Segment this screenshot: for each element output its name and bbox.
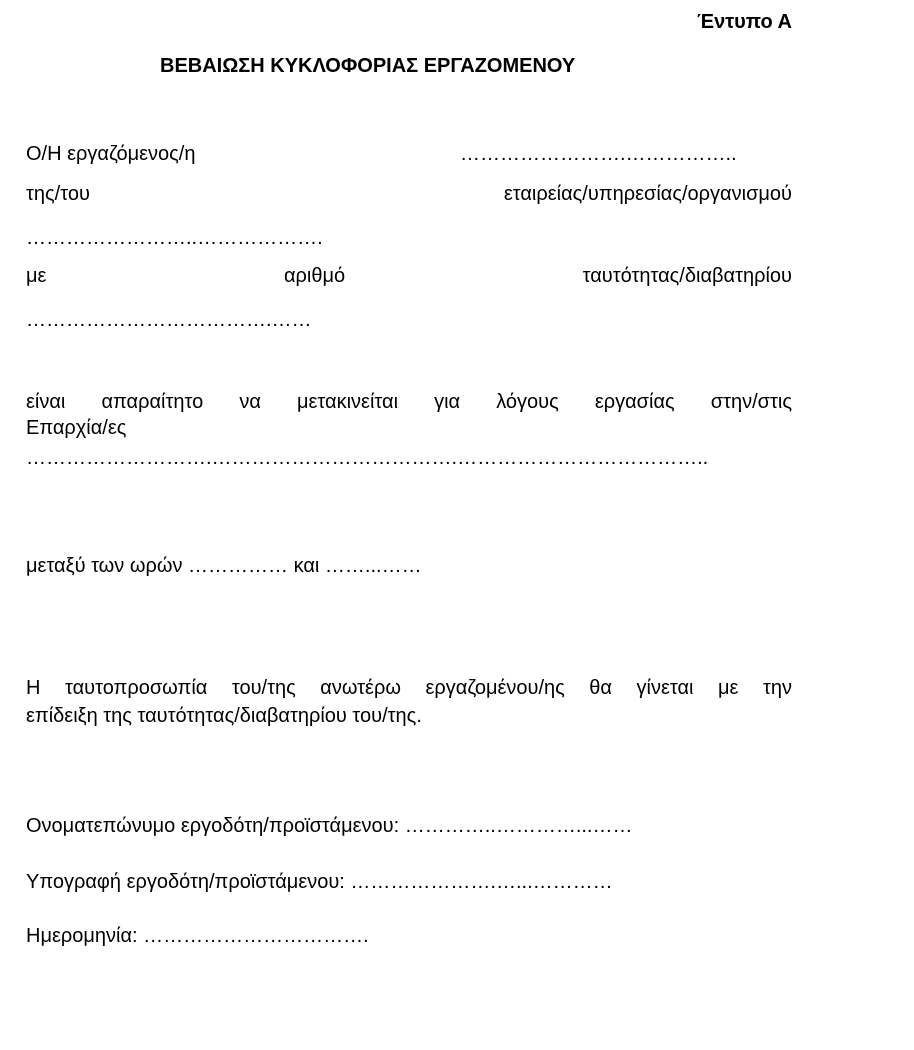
form-label: Έντυπο Α: [697, 11, 792, 33]
employer-signature-line: Υπογραφή εργοδότη/προϊστάμενου: ………………….…...…………: [26, 871, 613, 893]
id-word-number: αριθμό: [283, 265, 346, 287]
id-word-with: με: [26, 265, 47, 287]
id-word-document: ταυτότητας/διαβατηρίου: [582, 265, 792, 287]
identity-line-2: επίδειξη της ταυτότητας/διαβατηρίου του/της.: [26, 705, 422, 727]
employee-blank: …………………….……………..: [460, 143, 737, 165]
date-line: Ημερομηνία: …………………………….: [26, 925, 369, 947]
id-row: [26, 264, 792, 288]
movement-line-1: [26, 390, 792, 414]
identity-line-1-text: Η ταυτοπροσωπία του/της ανωτέρω εργαζομένου/ης θα γίνεται με την: [26, 677, 792, 699]
page-title: ΒΕΒΑΙΩΣΗ ΚΥΚΛΟΦΟΡΙΑΣ ΕΡΓΑΖΟΜΕΝΟΥ: [160, 55, 576, 77]
employee-label: Ο/Η εργαζόμενος/η: [26, 143, 196, 165]
company-label: εταιρείας/υπηρεσίας/οργανισμού: [503, 183, 792, 205]
company-prefix: της/του: [26, 183, 90, 205]
id-blank: ……………………………….……: [26, 309, 312, 331]
province-blank: ……………………….……………………………….………………………………..: [26, 447, 709, 469]
employer-name-line: Ονοματεπώνυμο εργοδότη/προϊστάμενου: …………..…………...……: [26, 815, 633, 837]
hours-line: μεταξύ των ωρών …………… και ……...……: [26, 555, 422, 577]
identity-line-1: [26, 676, 792, 700]
movement-line-2: Επαρχία/ες: [26, 417, 127, 439]
movement-line-1-text: είναι απαραίτητο να μετακινείται για λόγους εργασίας στην/στις: [26, 391, 792, 413]
company-blank: ……………………..……………….: [26, 227, 323, 249]
